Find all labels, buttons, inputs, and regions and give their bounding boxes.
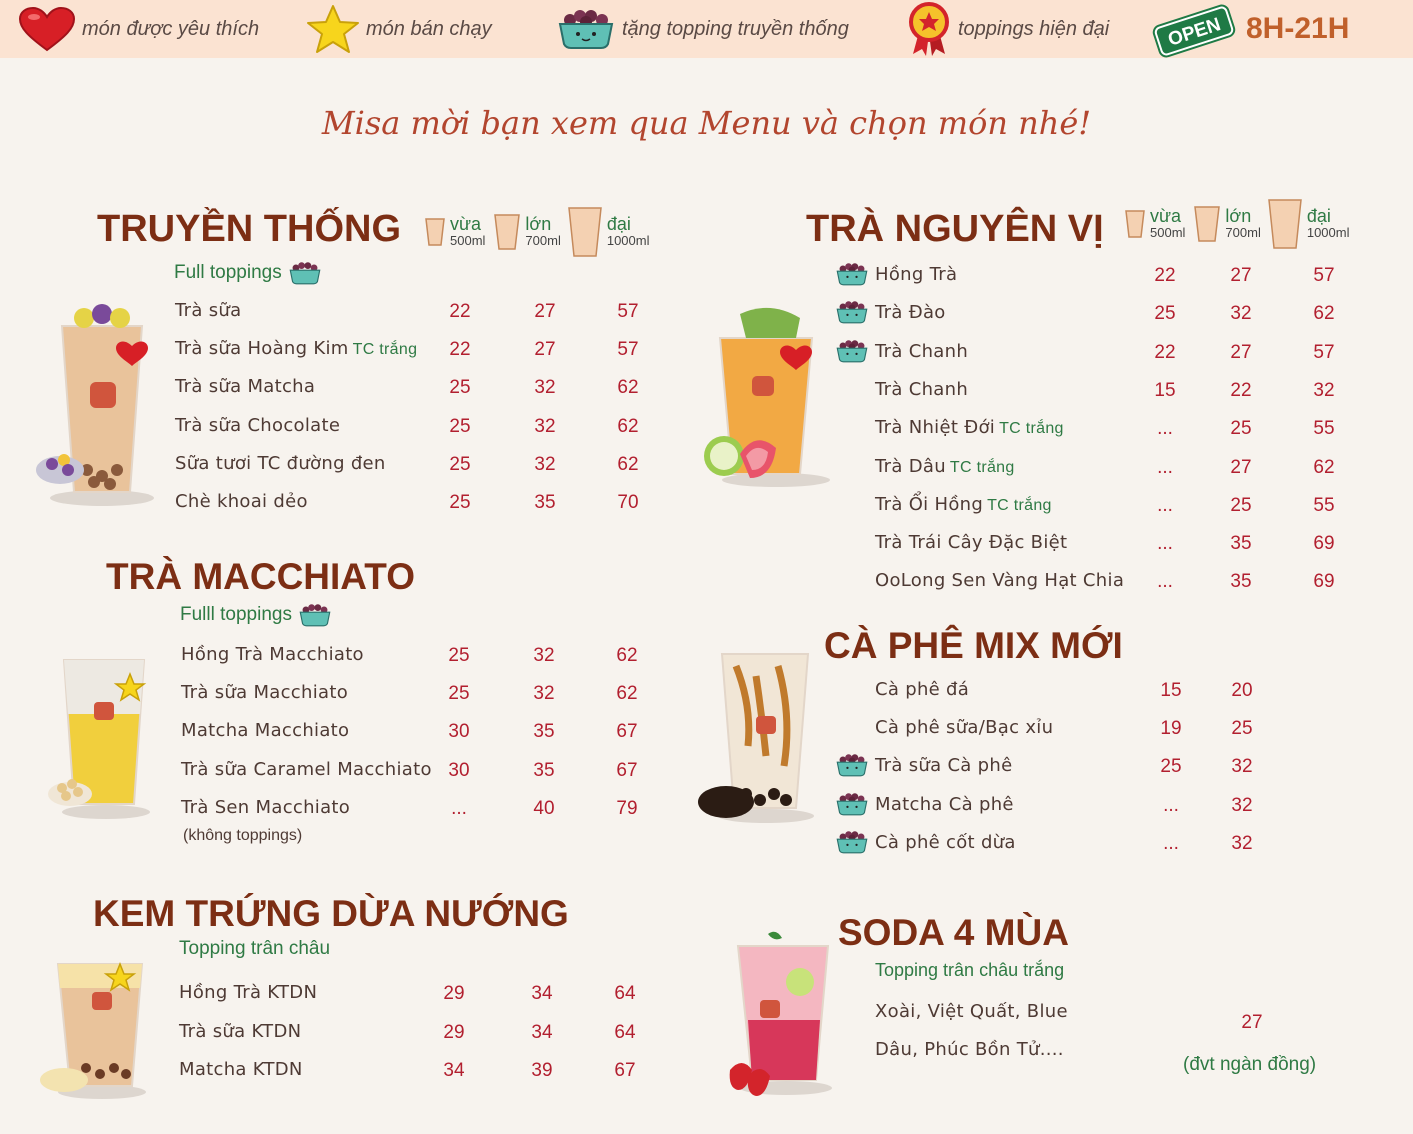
- note-truyen-thong: [174, 260, 322, 286]
- price: 67: [616, 759, 638, 781]
- price: 22: [449, 339, 471, 361]
- price: 25: [1154, 303, 1176, 325]
- legend-topping: [556, 6, 849, 52]
- topping-bowl-icon: [835, 260, 869, 293]
- menu-item-row: [175, 300, 668, 330]
- price: 57: [617, 339, 639, 361]
- item-name: [875, 679, 969, 700]
- price: 35: [1230, 571, 1252, 593]
- item-name: [875, 341, 968, 362]
- price: 79: [616, 797, 638, 819]
- menu-item-row: [875, 755, 1282, 785]
- price: 15: [1160, 680, 1182, 701]
- menu-item-row: [181, 797, 667, 827]
- menu-item-row: [875, 379, 1364, 409]
- topping-bowl-icon: [835, 260, 869, 288]
- price: 40: [533, 797, 555, 819]
- price: 19: [1160, 718, 1182, 740]
- item-name: [875, 379, 968, 400]
- price: 32: [1231, 756, 1253, 778]
- menu-item-row: [875, 494, 1364, 524]
- item-name-text: Trà sữa: [175, 300, 242, 321]
- price: 70: [617, 492, 639, 513]
- price: 62: [616, 645, 638, 666]
- price: 27: [534, 301, 556, 322]
- item-name: [875, 264, 957, 285]
- item-name: [181, 682, 348, 703]
- large-cup-icon: [1267, 196, 1303, 250]
- menu-headline: Misa mời bạn xem qua Menu và chọn món nhé!: [321, 104, 1092, 142]
- price: 57: [1313, 341, 1335, 363]
- price: 25: [448, 683, 470, 705]
- menu-item-row: [875, 264, 1364, 294]
- price: 35: [533, 759, 555, 781]
- price: 34: [531, 1021, 553, 1043]
- price: 32: [1231, 794, 1253, 816]
- item-name: [875, 456, 1015, 477]
- price: 35: [534, 492, 556, 513]
- price: 25: [449, 492, 471, 513]
- item-tag: TC trắng: [949, 458, 1015, 476]
- price: 35: [1230, 533, 1252, 555]
- size-name: lớn: [1225, 205, 1252, 226]
- price: 57: [1313, 265, 1335, 286]
- section-title-truyen-thong: TRUYỀN THỐNG: [97, 208, 401, 250]
- price: 25: [1160, 756, 1182, 778]
- menu-item-row: [875, 832, 1282, 862]
- legend-text-modern-topping: toppings hiện đại: [958, 17, 1110, 40]
- item-name: [875, 494, 1052, 515]
- item-name: [181, 644, 364, 665]
- note-text: Topping trân châu: [179, 938, 331, 959]
- menu-item-row: [875, 679, 1282, 709]
- size-volume: 1000ml: [606, 232, 650, 248]
- price: 22: [1154, 341, 1176, 363]
- menu-item-row: [875, 717, 1282, 747]
- item-name: [875, 302, 946, 323]
- topping-bowl-icon: [835, 790, 869, 818]
- price: ...: [1157, 571, 1173, 593]
- price: 15: [1154, 379, 1176, 401]
- item-name-text: Trà Chanh: [875, 378, 969, 400]
- price: 34: [443, 1060, 465, 1081]
- topping-bowl-icon: [835, 828, 869, 856]
- price: 29: [443, 1021, 465, 1043]
- menu-item-row: [179, 1021, 665, 1051]
- small-cup-icon: [424, 215, 446, 247]
- price: 27: [1230, 265, 1252, 286]
- note-kem-trung: [179, 938, 330, 960]
- item-name: [175, 491, 308, 512]
- item-name-text: Sữa tươi TC đường đen: [175, 452, 386, 474]
- item-name: [181, 797, 350, 818]
- price: 69: [1313, 571, 1335, 593]
- price: 55: [1313, 418, 1335, 440]
- price-unit-note: (đvt ngàn đồng): [1183, 1054, 1317, 1075]
- price: 62: [617, 415, 639, 437]
- topping-bowl-icon: [835, 298, 869, 326]
- price: ...: [1157, 456, 1173, 478]
- topping-bowl-icon: [835, 828, 869, 861]
- menu-item-row: [875, 456, 1364, 486]
- price: 69: [1313, 533, 1335, 555]
- note-text: Topping trân châu trắng: [875, 960, 1065, 980]
- soda-drink-image: [714, 930, 838, 1098]
- menu-item-row: [175, 491, 668, 521]
- item-name-text: Trà Sen Macchiato: [181, 796, 351, 818]
- item-name-text: Trà sữa Hoàng Kim: [175, 338, 349, 360]
- item-name-text: Trà Ổi Hồng: [875, 493, 984, 515]
- size-header-right: [1124, 196, 1349, 250]
- note-soda: [875, 960, 1064, 981]
- heart-icon: [18, 6, 76, 52]
- medal-icon: [906, 2, 952, 56]
- price: 32: [1313, 379, 1335, 401]
- price: 39: [531, 1060, 553, 1081]
- price: 27: [1230, 341, 1252, 363]
- price: 57: [617, 301, 639, 322]
- legend-text-favorite: món được yêu thích: [82, 17, 260, 40]
- size-volume: 500ml: [1150, 224, 1186, 240]
- item-name-text: Cà phê sữa/Bạc xỉu: [875, 717, 1054, 739]
- item-name-text: Trà sữa Matcha: [175, 376, 316, 398]
- size-volume: 700ml: [525, 232, 561, 248]
- price: ...: [1157, 533, 1173, 555]
- topping-bowl-icon: [288, 260, 322, 286]
- item-name: [875, 417, 1064, 438]
- price: 62: [1313, 303, 1335, 325]
- price: 32: [534, 453, 556, 475]
- price: 32: [534, 377, 556, 399]
- opening-hours: 8H-21H: [1246, 12, 1350, 45]
- item-name: [175, 300, 241, 321]
- section-title-soda: SODA 4 MÙA: [838, 912, 1069, 953]
- section-title-kem-trung: KEM TRỨNG DỪA NƯỚNG: [93, 893, 569, 934]
- item-name-text: Trà sữa Chocolate: [175, 414, 341, 436]
- item-name: [175, 338, 417, 359]
- large-cup-icon: [567, 204, 603, 258]
- menu-item-row: [179, 982, 665, 1012]
- item-tag: TC trắng: [999, 420, 1064, 438]
- price: 32: [534, 415, 556, 437]
- item-name-text: Cà phê đá: [875, 679, 970, 700]
- small-cup-icon: [1124, 207, 1146, 239]
- size-name: lớn: [525, 213, 552, 234]
- item-name-text: Trà sữa Macchiato: [181, 682, 349, 704]
- menu-item-row: [875, 417, 1364, 447]
- price: 29: [443, 983, 465, 1004]
- price: 62: [617, 453, 639, 475]
- topping-bowl-icon: [835, 298, 869, 331]
- menu-item-row: [875, 794, 1282, 824]
- size-volume: 700ml: [1225, 224, 1261, 240]
- price: 22: [449, 301, 471, 322]
- size-name: vừa: [450, 213, 482, 234]
- topping-bowl-icon: [835, 790, 869, 823]
- price: ...: [1157, 418, 1173, 440]
- item-name: [875, 532, 1067, 553]
- medium-cup-icon: [1193, 203, 1221, 243]
- item-tag: TC trắng: [987, 496, 1052, 514]
- price: 25: [1230, 418, 1252, 440]
- topping-bowl-icon: [835, 337, 869, 370]
- item-name: Xoài, Việt Quất, Blue: [875, 1001, 1068, 1022]
- menu-item-row: [175, 453, 668, 483]
- topping-bowl-icon: [556, 8, 616, 50]
- legend-text-topping: tặng topping truyền thống: [622, 17, 849, 40]
- medium-cup-icon: [493, 211, 521, 251]
- price: 25: [449, 415, 471, 437]
- legend-text-bestseller: món bán chạy: [366, 17, 492, 40]
- item-name-text: Trà sữa Caramel Macchiato: [181, 758, 432, 780]
- size-volume: 1000ml: [1306, 224, 1350, 240]
- item-name-text: Matcha Cà phê: [875, 793, 1014, 815]
- menu-item-row: [175, 415, 668, 445]
- star-icon: [306, 4, 360, 54]
- item-tag: TC trắng: [352, 341, 418, 359]
- item-name-text: Hồng Trà KTDN: [179, 982, 318, 1003]
- item-name: [179, 1059, 303, 1080]
- section-title-macchiato: TRÀ MACCHIATO: [106, 556, 415, 597]
- item-name-text: Trà Trái Cây Đặc Biệt: [875, 532, 1068, 554]
- topping-bowl-icon: [835, 751, 869, 784]
- menu-item-row: [875, 570, 1364, 600]
- price: 22: [1154, 265, 1176, 286]
- price: 67: [616, 721, 638, 743]
- menu-item-row: [875, 532, 1364, 562]
- macchiato-footnote: (không toppings): [183, 827, 303, 844]
- item-name-text: Matcha KTDN: [179, 1059, 303, 1080]
- size-header-left: [424, 204, 649, 258]
- item-name: [875, 755, 1012, 776]
- item-name: [179, 982, 317, 1003]
- item-name-text: Trà Dâu: [875, 455, 946, 477]
- item-name: [175, 376, 315, 397]
- price: 20: [1231, 680, 1253, 701]
- price: 25: [449, 377, 471, 399]
- coffee-drink-image: [692, 646, 822, 826]
- legend-bestseller: [306, 6, 492, 52]
- item-name-text: Trà Đào: [875, 302, 946, 324]
- price: 27: [534, 339, 556, 361]
- menu-item-row: [875, 341, 1364, 371]
- item-name-text: Trà sữa KTDN: [179, 1020, 302, 1042]
- price: 32: [533, 683, 555, 705]
- price: 32: [533, 645, 555, 666]
- egg-cream-drink-image: [36, 958, 156, 1102]
- item-name-text: OoLong Sen Vàng Hạt Chia: [875, 570, 1125, 592]
- price: 25: [1230, 494, 1252, 516]
- legend-favorite: [18, 6, 259, 52]
- item-name-text: Trà sữa Cà phê: [875, 755, 1013, 777]
- item-name: [179, 1021, 301, 1042]
- price: 34: [531, 983, 553, 1004]
- price: 35: [533, 721, 555, 743]
- item-name-text: Cà phê cốt dừa: [875, 831, 1016, 853]
- menu-item-row: [181, 759, 667, 789]
- open-sign: OPEN: [1153, 5, 1235, 57]
- price: 22: [1230, 379, 1252, 401]
- price: 30: [448, 759, 470, 781]
- menu-item-row: [181, 720, 667, 750]
- topping-bowl-icon: [835, 337, 869, 365]
- price: 30: [448, 721, 470, 743]
- item-name: [175, 453, 386, 474]
- price: 25: [449, 453, 471, 475]
- menu-item-row: [181, 682, 667, 712]
- legend-bar: [0, 0, 1413, 58]
- price: 64: [614, 983, 636, 1004]
- menu-item-row: [179, 1059, 665, 1089]
- item-name-text: Chè khoai dẻo: [175, 491, 308, 512]
- price: 55: [1313, 494, 1335, 516]
- item-name-text: Hồng Trà: [875, 264, 958, 285]
- item-name-text: Matcha Macchiato: [181, 720, 350, 742]
- price: 25: [448, 645, 470, 666]
- item-name: [875, 832, 1016, 853]
- menu-item-row: [875, 302, 1364, 332]
- price: ...: [1163, 832, 1179, 854]
- item-name: [875, 717, 1053, 738]
- section-title-nguyen-vi: TRÀ NGUYÊN VỊ: [806, 208, 1104, 250]
- price: ...: [1163, 794, 1179, 816]
- price: ...: [451, 797, 467, 819]
- section-title-ca-phe: CÀ PHÊ MIX MỚI: [824, 625, 1123, 666]
- macchiato-drink-image: [44, 654, 164, 824]
- size-name: đại: [606, 213, 631, 234]
- milk-tea-drink-image: [32, 300, 162, 510]
- item-name: Dâu, Phúc Bồn Tử....: [875, 1039, 1064, 1060]
- size-volume: 500ml: [450, 232, 486, 248]
- price: 32: [1231, 832, 1253, 854]
- menu-item-row: [181, 644, 667, 674]
- menu-item-row: [175, 338, 668, 368]
- item-name-text: Trà Nhiệt Đới: [875, 417, 996, 439]
- price: 27: [1230, 456, 1252, 478]
- item-name: [875, 794, 1014, 815]
- note-text: Full toppings: [174, 262, 282, 283]
- price: 67: [614, 1060, 636, 1081]
- item-name: [181, 759, 432, 780]
- item-name-text: Hồng Trà Macchiato: [181, 644, 364, 665]
- item-name: [175, 415, 340, 436]
- size-name: đại: [1306, 205, 1331, 226]
- price: 62: [616, 683, 638, 705]
- price: 32: [1230, 303, 1252, 325]
- topping-bowl-icon: [298, 602, 332, 628]
- price: 25: [1231, 718, 1253, 740]
- price: 64: [614, 1021, 636, 1043]
- note-macchiato: [180, 602, 332, 628]
- item-name: [875, 570, 1124, 591]
- size-name: vừa: [1150, 205, 1182, 226]
- price: 27: [1241, 1012, 1263, 1033]
- item-name: [181, 720, 349, 741]
- legend-modern-topping: [906, 6, 1109, 52]
- item-name-text: Trà Chanh: [875, 340, 969, 362]
- note-text: Fulll toppings: [180, 604, 292, 625]
- price: ...: [1157, 494, 1173, 516]
- menu-item-row: [175, 376, 668, 406]
- fruit-tea-drink-image: [700, 304, 850, 490]
- price: 62: [1313, 456, 1335, 478]
- topping-bowl-icon: [835, 751, 869, 779]
- price: 62: [617, 377, 639, 399]
